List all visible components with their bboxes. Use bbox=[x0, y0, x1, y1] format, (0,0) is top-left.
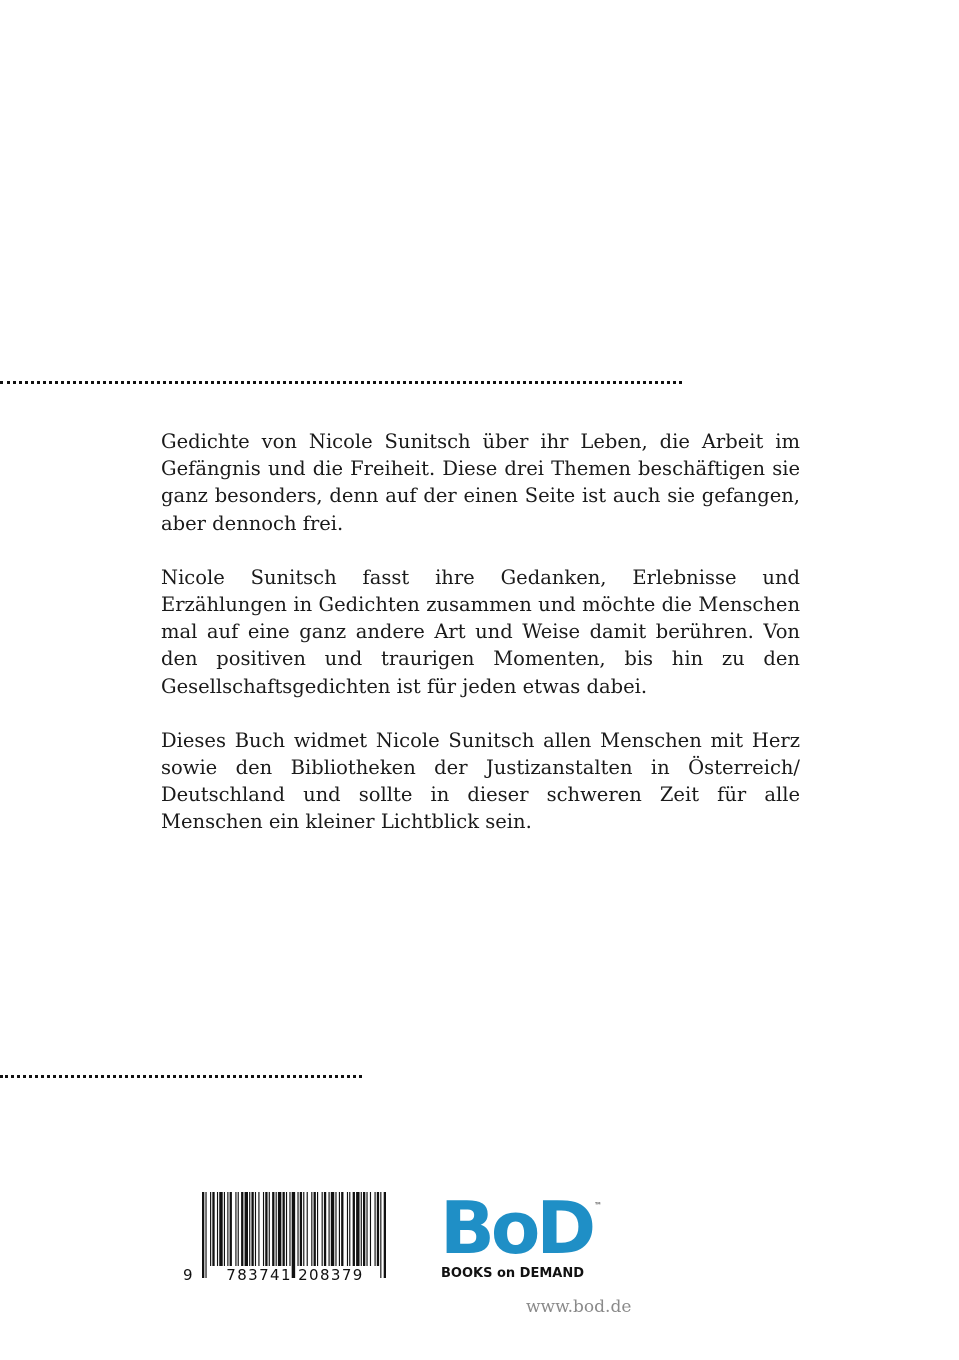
barcode-bar bbox=[255, 1192, 256, 1266]
barcode-bar bbox=[300, 1192, 302, 1266]
bod-logo-wordmark: BoD bbox=[440, 1186, 593, 1270]
barcode-bar bbox=[307, 1192, 308, 1266]
barcode-bar bbox=[272, 1192, 274, 1266]
barcode-bar bbox=[278, 1192, 281, 1266]
barcode-bar bbox=[331, 1192, 334, 1266]
barcode-bar bbox=[235, 1192, 236, 1266]
blurb-paragraph-2: Nicole Sunitsch fasst ihre Gedanken, Erlebnisse und Erzählungen in Gedichten zusammen und möchte die Menschen mal auf eine ganz andere Art und Weise damit berühren. Von den positiven und traurigen Momenten, bis hin zu den Gesellschaftsgedichten ist für jeden etwas dabei. bbox=[161, 565, 800, 698]
barcode-bar bbox=[212, 1192, 214, 1266]
bod-tagline: BOOKS on DEMAND bbox=[441, 1266, 585, 1281]
dotted-divider-top bbox=[0, 381, 682, 384]
barcode-bar bbox=[289, 1192, 290, 1266]
isbn-lead-digit: 9 bbox=[183, 1266, 193, 1284]
barcode-bar bbox=[341, 1192, 343, 1266]
barcode-bar bbox=[241, 1192, 243, 1266]
barcode-bar bbox=[219, 1192, 222, 1266]
barcode-bar bbox=[286, 1192, 287, 1266]
barcode-bar bbox=[251, 1192, 253, 1266]
barcode-bar bbox=[324, 1192, 326, 1266]
trademark-symbol: ™ bbox=[594, 1201, 602, 1210]
isbn-barcode bbox=[182, 1192, 390, 1292]
barcode-bar bbox=[363, 1192, 365, 1266]
barcode-bar bbox=[353, 1192, 355, 1266]
barcode-bar bbox=[314, 1192, 316, 1266]
barcode-bar bbox=[276, 1192, 277, 1266]
barcode-bar bbox=[322, 1192, 323, 1266]
barcode-bar bbox=[349, 1192, 350, 1266]
blurb-paragraph-1: Gedichte von Nicole Sunitsch über ihr Leben, die Arbeit im Gefängnis und die Freiheit. Diese drei Themen beschäftigen sie ganz besonders, denn auf der einen Seite ist auch sie gefangen, aber dennoch frei. bbox=[161, 430, 800, 535]
barcode-bar bbox=[258, 1192, 259, 1266]
barcode-bar bbox=[263, 1192, 264, 1266]
barcode-bar bbox=[311, 1192, 312, 1266]
barcode-bar bbox=[370, 1192, 371, 1266]
barcode-bar bbox=[224, 1192, 225, 1266]
blurb-paragraph-3: Dieses Buch widmet Nicole Sunitsch allen Menschen mit Herz sowie den Bibliotheken der Justizanstalten in Österreich/ Deutschland und sollte in dieser schweren Zeit für alle Menschen ein kleiner Lichtblick sein. bbox=[161, 728, 800, 834]
barcode-bar bbox=[366, 1192, 367, 1266]
barcode-bar bbox=[283, 1192, 285, 1266]
barcode-bar bbox=[375, 1192, 376, 1266]
barcode-bar bbox=[245, 1192, 248, 1266]
back-cover-blurb bbox=[161, 428, 800, 863]
barcode-bar bbox=[339, 1192, 340, 1266]
isbn-digits: 783741 208379 bbox=[226, 1266, 364, 1284]
dotted-divider-bottom bbox=[0, 1075, 362, 1078]
barcode-bar bbox=[329, 1192, 330, 1266]
barcode-bar bbox=[230, 1192, 232, 1266]
barcode-bar bbox=[217, 1192, 218, 1266]
barcode-bar bbox=[377, 1192, 379, 1266]
barcode-bar bbox=[317, 1192, 318, 1266]
barcode-bar bbox=[238, 1192, 239, 1266]
barcode-bar bbox=[210, 1192, 211, 1266]
barcode-bar bbox=[269, 1192, 270, 1266]
barcode-bar bbox=[335, 1192, 336, 1266]
barcode-bar bbox=[361, 1192, 362, 1266]
barcode-bar bbox=[227, 1192, 228, 1266]
publisher-url[interactable]: www.bod.de bbox=[526, 1297, 632, 1317]
barcode-bar bbox=[303, 1192, 304, 1266]
barcode-bar bbox=[265, 1192, 267, 1266]
barcode-bar bbox=[356, 1192, 359, 1266]
barcode-bar bbox=[297, 1192, 298, 1266]
bod-logo bbox=[440, 1186, 610, 1288]
barcode-bar bbox=[347, 1192, 348, 1266]
barcode-bar bbox=[249, 1192, 250, 1266]
